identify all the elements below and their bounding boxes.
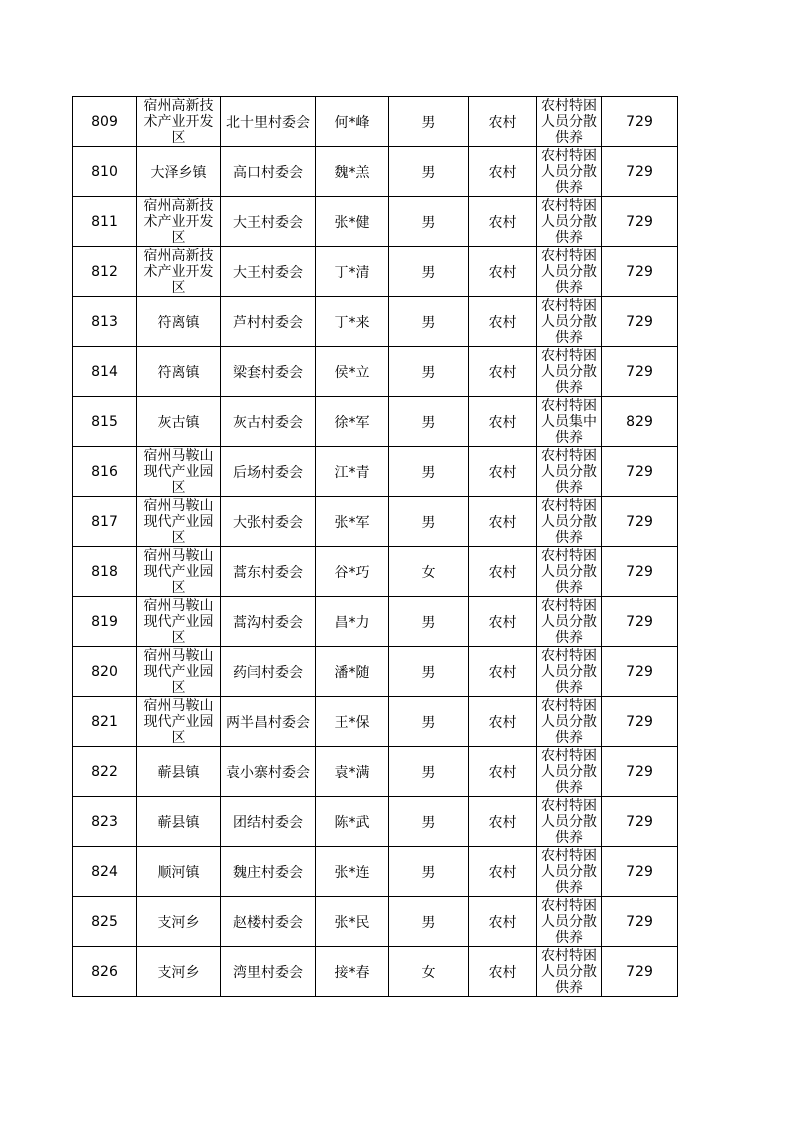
table-row bbox=[73, 447, 678, 497]
gender-cell: 男 bbox=[389, 597, 469, 647]
person-name-cell: 王*保 bbox=[316, 697, 389, 747]
town-cell-text: 宿州高新技术产业开发区 bbox=[143, 248, 214, 296]
table-row bbox=[73, 247, 678, 297]
town-cell-text: 宿州马鞍山现代产业园区 bbox=[143, 498, 214, 546]
row-number-cell: 812 bbox=[73, 247, 137, 297]
gender-cell: 男 bbox=[389, 97, 469, 147]
support-type-cell bbox=[537, 647, 602, 697]
amount-cell: 729 bbox=[602, 847, 678, 897]
support-type-cell-text: 农村特困人员分散供养 bbox=[541, 448, 597, 496]
support-type-cell bbox=[537, 747, 602, 797]
village-cell: 梁套村委会 bbox=[221, 347, 316, 397]
row-number-cell: 815 bbox=[73, 397, 137, 447]
row-number-cell: 811 bbox=[73, 197, 137, 247]
village-cell: 大张村委会 bbox=[221, 497, 316, 547]
support-type-cell-text: 农村特困人员分散供养 bbox=[541, 248, 597, 296]
town-cell bbox=[137, 547, 221, 597]
gender-cell: 男 bbox=[389, 897, 469, 947]
area-cell: 农村 bbox=[469, 897, 537, 947]
support-type-cell bbox=[537, 97, 602, 147]
town-cell: 符离镇 bbox=[137, 347, 221, 397]
town-cell-text: 宿州马鞍山现代产业园区 bbox=[143, 598, 214, 646]
village-cell: 团结村委会 bbox=[221, 797, 316, 847]
amount-cell: 729 bbox=[602, 797, 678, 847]
area-cell: 农村 bbox=[469, 747, 537, 797]
town-cell bbox=[137, 197, 221, 247]
area-cell: 农村 bbox=[469, 497, 537, 547]
town-cell-text: 宿州马鞍山现代产业园区 bbox=[143, 448, 214, 496]
gender-cell: 男 bbox=[389, 447, 469, 497]
table-row bbox=[73, 497, 678, 547]
town-cell bbox=[137, 597, 221, 647]
area-cell: 农村 bbox=[469, 147, 537, 197]
support-type-cell-text: 农村特困人员分散供养 bbox=[541, 848, 597, 896]
row-number-cell: 813 bbox=[73, 297, 137, 347]
support-type-cell bbox=[537, 547, 602, 597]
person-name-cell: 张*民 bbox=[316, 897, 389, 947]
village-cell: 魏庄村委会 bbox=[221, 847, 316, 897]
support-type-cell-text: 农村特困人员分散供养 bbox=[541, 298, 597, 346]
row-number-cell: 820 bbox=[73, 647, 137, 697]
person-name-cell: 丁*来 bbox=[316, 297, 389, 347]
support-type-cell bbox=[537, 447, 602, 497]
row-number-cell: 817 bbox=[73, 497, 137, 547]
amount-cell: 729 bbox=[602, 747, 678, 797]
village-cell: 袁小寨村委会 bbox=[221, 747, 316, 797]
support-type-cell-text: 农村特困人员分散供养 bbox=[541, 498, 597, 546]
support-type-cell bbox=[537, 697, 602, 747]
table-row bbox=[73, 847, 678, 897]
village-cell: 两半昌村委会 bbox=[221, 697, 316, 747]
row-number-cell: 822 bbox=[73, 747, 137, 797]
table-row bbox=[73, 697, 678, 747]
town-cell: 顺河镇 bbox=[137, 847, 221, 897]
person-name-cell: 潘*随 bbox=[316, 647, 389, 697]
support-type-cell bbox=[537, 497, 602, 547]
support-type-cell bbox=[537, 597, 602, 647]
support-type-cell-text: 农村特困人员分散供养 bbox=[541, 148, 597, 196]
gender-cell: 男 bbox=[389, 247, 469, 297]
person-name-cell: 丁*清 bbox=[316, 247, 389, 297]
support-type-cell bbox=[537, 147, 602, 197]
row-number-cell: 826 bbox=[73, 947, 137, 997]
town-cell-text: 宿州马鞍山现代产业园区 bbox=[143, 698, 214, 746]
village-cell: 灰古村委会 bbox=[221, 397, 316, 447]
amount-cell: 729 bbox=[602, 197, 678, 247]
area-cell: 农村 bbox=[469, 647, 537, 697]
gender-cell: 女 bbox=[389, 547, 469, 597]
village-cell: 湾里村委会 bbox=[221, 947, 316, 997]
gender-cell: 男 bbox=[389, 147, 469, 197]
gender-cell: 男 bbox=[389, 397, 469, 447]
amount-cell: 829 bbox=[602, 397, 678, 447]
person-name-cell: 何*峰 bbox=[316, 97, 389, 147]
support-type-cell bbox=[537, 947, 602, 997]
town-cell-text: 宿州马鞍山现代产业园区 bbox=[143, 548, 214, 596]
town-cell-text: 宿州高新技术产业开发区 bbox=[143, 98, 214, 146]
support-type-cell-text: 农村特困人员分散供养 bbox=[541, 548, 597, 596]
support-type-cell-text: 农村特困人员分散供养 bbox=[541, 98, 597, 146]
person-name-cell: 张*健 bbox=[316, 197, 389, 247]
support-type-cell bbox=[537, 397, 602, 447]
area-cell: 农村 bbox=[469, 347, 537, 397]
town-cell: 符离镇 bbox=[137, 297, 221, 347]
support-type-cell bbox=[537, 847, 602, 897]
amount-cell: 729 bbox=[602, 547, 678, 597]
gender-cell: 女 bbox=[389, 947, 469, 997]
town-cell bbox=[137, 447, 221, 497]
row-number-cell: 819 bbox=[73, 597, 137, 647]
town-cell: 支河乡 bbox=[137, 947, 221, 997]
town-cell-text: 宿州马鞍山现代产业园区 bbox=[143, 648, 214, 696]
relief-table bbox=[72, 96, 678, 997]
area-cell: 农村 bbox=[469, 797, 537, 847]
town-cell bbox=[137, 247, 221, 297]
town-cell: 大泽乡镇 bbox=[137, 147, 221, 197]
table-row bbox=[73, 347, 678, 397]
gender-cell: 男 bbox=[389, 347, 469, 397]
area-cell: 农村 bbox=[469, 297, 537, 347]
row-number-cell: 816 bbox=[73, 447, 137, 497]
support-type-cell bbox=[537, 197, 602, 247]
support-type-cell bbox=[537, 297, 602, 347]
town-cell: 灰古镇 bbox=[137, 397, 221, 447]
table-row bbox=[73, 197, 678, 247]
village-cell: 蒿东村委会 bbox=[221, 547, 316, 597]
gender-cell: 男 bbox=[389, 747, 469, 797]
village-cell: 大王村委会 bbox=[221, 247, 316, 297]
support-type-cell-text: 农村特困人员分散供养 bbox=[541, 798, 597, 846]
area-cell: 农村 bbox=[469, 397, 537, 447]
row-number-cell: 821 bbox=[73, 697, 137, 747]
area-cell: 农村 bbox=[469, 547, 537, 597]
town-cell: 蕲县镇 bbox=[137, 797, 221, 847]
village-cell: 高口村委会 bbox=[221, 147, 316, 197]
person-name-cell: 昌*力 bbox=[316, 597, 389, 647]
row-number-cell: 818 bbox=[73, 547, 137, 597]
amount-cell: 729 bbox=[602, 97, 678, 147]
support-type-cell bbox=[537, 797, 602, 847]
amount-cell: 729 bbox=[602, 247, 678, 297]
support-type-cell-text: 农村特困人员分散供养 bbox=[541, 698, 597, 746]
row-number-cell: 823 bbox=[73, 797, 137, 847]
row-number-cell: 809 bbox=[73, 97, 137, 147]
support-type-cell-text: 农村特困人员分散供养 bbox=[541, 348, 597, 396]
table-row bbox=[73, 597, 678, 647]
support-type-cell-text: 农村特困人员分散供养 bbox=[541, 198, 597, 246]
town-cell bbox=[137, 97, 221, 147]
area-cell: 农村 bbox=[469, 247, 537, 297]
row-number-cell: 824 bbox=[73, 847, 137, 897]
person-name-cell: 张*连 bbox=[316, 847, 389, 897]
town-cell-text: 宿州高新技术产业开发区 bbox=[143, 198, 214, 246]
support-type-cell bbox=[537, 247, 602, 297]
gender-cell: 男 bbox=[389, 847, 469, 897]
area-cell: 农村 bbox=[469, 597, 537, 647]
table-row bbox=[73, 747, 678, 797]
table-row bbox=[73, 547, 678, 597]
town-cell: 蕲县镇 bbox=[137, 747, 221, 797]
amount-cell: 729 bbox=[602, 147, 678, 197]
amount-cell: 729 bbox=[602, 347, 678, 397]
gender-cell: 男 bbox=[389, 647, 469, 697]
area-cell: 农村 bbox=[469, 947, 537, 997]
town-cell bbox=[137, 697, 221, 747]
table-row bbox=[73, 797, 678, 847]
village-cell: 芦村村委会 bbox=[221, 297, 316, 347]
person-name-cell: 江*青 bbox=[316, 447, 389, 497]
table-row bbox=[73, 97, 678, 147]
support-type-cell-text: 农村特困人员分散供养 bbox=[541, 598, 597, 646]
table-row bbox=[73, 647, 678, 697]
amount-cell: 729 bbox=[602, 947, 678, 997]
area-cell: 农村 bbox=[469, 197, 537, 247]
support-type-cell bbox=[537, 347, 602, 397]
support-type-cell-text: 农村特困人员分散供养 bbox=[541, 648, 597, 696]
area-cell: 农村 bbox=[469, 447, 537, 497]
amount-cell: 729 bbox=[602, 597, 678, 647]
area-cell: 农村 bbox=[469, 697, 537, 747]
village-cell: 大王村委会 bbox=[221, 197, 316, 247]
table-row bbox=[73, 947, 678, 997]
row-number-cell: 825 bbox=[73, 897, 137, 947]
person-name-cell: 接*春 bbox=[316, 947, 389, 997]
person-name-cell: 魏*羔 bbox=[316, 147, 389, 197]
village-cell: 后场村委会 bbox=[221, 447, 316, 497]
amount-cell: 729 bbox=[602, 697, 678, 747]
gender-cell: 男 bbox=[389, 797, 469, 847]
village-cell: 药闫村委会 bbox=[221, 647, 316, 697]
town-cell bbox=[137, 647, 221, 697]
town-cell bbox=[137, 497, 221, 547]
person-name-cell: 袁*满 bbox=[316, 747, 389, 797]
gender-cell: 男 bbox=[389, 197, 469, 247]
gender-cell: 男 bbox=[389, 297, 469, 347]
row-number-cell: 810 bbox=[73, 147, 137, 197]
table-row bbox=[73, 897, 678, 947]
person-name-cell: 陈*武 bbox=[316, 797, 389, 847]
row-number-cell: 814 bbox=[73, 347, 137, 397]
support-type-cell-text: 农村特困人员分散供养 bbox=[541, 898, 597, 946]
area-cell: 农村 bbox=[469, 97, 537, 147]
support-type-cell-text: 农村特困人员分散供养 bbox=[541, 748, 597, 796]
table-row bbox=[73, 297, 678, 347]
support-type-cell bbox=[537, 897, 602, 947]
gender-cell: 男 bbox=[389, 497, 469, 547]
village-cell: 蒿沟村委会 bbox=[221, 597, 316, 647]
village-cell: 北十里村委会 bbox=[221, 97, 316, 147]
support-type-cell-text: 农村特困人员分散供养 bbox=[541, 948, 597, 996]
support-type-cell-text: 农村特困人员集中供养 bbox=[541, 398, 597, 446]
gender-cell: 男 bbox=[389, 697, 469, 747]
person-name-cell: 侯*立 bbox=[316, 347, 389, 397]
village-cell: 赵楼村委会 bbox=[221, 897, 316, 947]
town-cell: 支河乡 bbox=[137, 897, 221, 947]
area-cell: 农村 bbox=[469, 847, 537, 897]
amount-cell: 729 bbox=[602, 647, 678, 697]
amount-cell: 729 bbox=[602, 497, 678, 547]
table-row bbox=[73, 147, 678, 197]
person-name-cell: 谷*巧 bbox=[316, 547, 389, 597]
table-row bbox=[73, 397, 678, 447]
person-name-cell: 张*军 bbox=[316, 497, 389, 547]
amount-cell: 729 bbox=[602, 897, 678, 947]
amount-cell: 729 bbox=[602, 297, 678, 347]
amount-cell: 729 bbox=[602, 447, 678, 497]
person-name-cell: 徐*军 bbox=[316, 397, 389, 447]
